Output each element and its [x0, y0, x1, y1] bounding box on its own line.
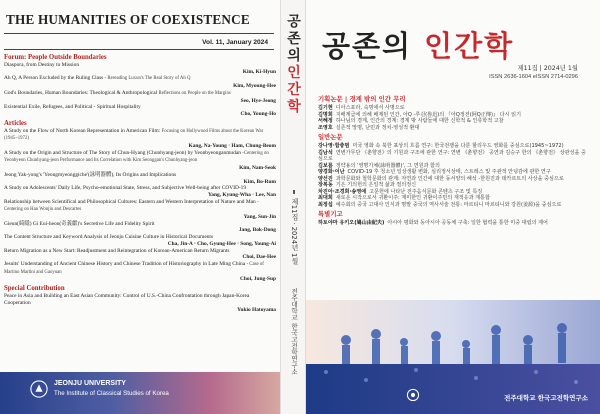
- entry-title: 디아스포라, 숙명에서 사명으로: [335, 105, 405, 111]
- toc-entry: [4, 199, 276, 221]
- spine-title: [281, 14, 307, 116]
- entry-author: 김기현: [318, 105, 333, 111]
- entry-title: Jesuits' Understanding of Ancient Chinese History and Chinese Tradition of Historiography in Late Ming China: [4, 260, 246, 267]
- entry-author: 조영호: [318, 124, 333, 131]
- entry-title: Peace in Asia and Building an East Asian Community: Control of U.S.-China Confrontation through Japan-Korea Cooperation: [4, 293, 250, 306]
- section-heading: Forum: People Outside Boundaries: [4, 54, 107, 61]
- toc-entry: [4, 234, 276, 247]
- entry-author: Kang, Na-Young · Ham, Chung-Beom: [188, 143, 276, 150]
- entry-author: 양선진: [318, 175, 333, 182]
- entry-title: 지배계급에 의해 배제된 인간, 아Q -루쉰(魯迅)의 『아Q정전(阿Q正傳)』 다시 읽기: [335, 111, 521, 118]
- entry-title: Return Migration as a New Start: Readjustment and Reintegration of Korean-American Return Migrants: [4, 247, 230, 254]
- section-heading: Articles: [4, 119, 27, 127]
- entry-author-line: [4, 276, 276, 283]
- entry-title: Ah Q, A Person Excluded by the Ruling Class: [4, 75, 104, 82]
- entry-author-line: [4, 192, 276, 199]
- entry-title: COVID-19 후 청소년 일상생활 변화, 심리정서상태, 스트레스 및 주관적 안녕감에 관한 연구: [347, 169, 551, 175]
- spine-publisher: 전주대학교 한국고전학연구소: [290, 288, 298, 375]
- toc-entry: [4, 90, 276, 104]
- front-issue: 제11집 | 2024년 1월: [517, 65, 578, 72]
- entry-author: Kim, Nam-Seok: [239, 165, 276, 172]
- entry-author: 강나영·함충범: [318, 143, 350, 149]
- entry-title: A Study on Adolescents' Daily Life, Psycho-emotional State, Stress, and Subjective Well-being after COVID-19: [4, 185, 247, 192]
- entry-title: Diaspora, from Destiny to Mission: [4, 62, 80, 68]
- spine-divider: [293, 190, 295, 194]
- entry-subtitle: - Case of Martino Martini and Gaoyuan: [4, 261, 264, 275]
- spine-title-red: 인 간 학: [287, 65, 301, 115]
- entry-author: 하토야마 유키오(鳩山由紀夫): [318, 220, 385, 226]
- entry-subtitle: - Rereading Luxun's The Real Story of Ah Q: [104, 76, 191, 82]
- toc-entry: [4, 75, 276, 89]
- back-table-of-contents: [4, 52, 276, 313]
- entry-author-line: [4, 165, 276, 172]
- entry-author-line: [4, 143, 276, 150]
- back-cover-title: THE HUMANITIES OF COEXISTENCE: [6, 12, 250, 27]
- entry-author: 양경화·이난: [318, 169, 345, 175]
- toc-entry: [318, 125, 590, 132]
- back-footer-band: [0, 372, 280, 414]
- title-rule: [4, 33, 274, 34]
- toc-entry: [4, 221, 276, 234]
- entry-author: 김명희: [318, 111, 333, 118]
- entry-title: 예수회의 중국 고대사 인식과 명말 중국의 역사서술 전통: 마르티니 마르티니와 강원(姜源)을 중심으로: [335, 201, 562, 208]
- front-cover-title: [322, 24, 514, 65]
- entry-author: 최대희: [318, 195, 333, 201]
- institute-logo-icon: [406, 388, 420, 402]
- toc-entry: [318, 202, 590, 209]
- entry-author: Choi, Jung-Sup: [240, 276, 276, 283]
- entry-title: 연변가무단 《춘향전》의 기원과 구조에 관한 연구: 연변 《춘향전》 공연과 김승구 한의 《춘향전》 상관성을 중심으로: [318, 149, 586, 162]
- toc-entry: [4, 293, 276, 313]
- entry-author: Jang, Bok-Dong: [238, 227, 276, 234]
- toc-entry: [4, 261, 276, 283]
- entry-author-line: [4, 254, 276, 261]
- entry-title: Relationship between Scientifical and Philosophical Cultures: Eastern and Western Interpretation of Nature and Man: [4, 198, 256, 205]
- front-table-of-contents: [318, 93, 590, 227]
- toc-entry: [4, 128, 276, 150]
- entry-author: Yukio Hatoyama: [237, 306, 276, 313]
- toc-entry: [4, 104, 276, 117]
- entry-title: The Content Structure and Keyword Analysis of Jeonju Cuisine Culture in Historical Documents: [4, 234, 214, 241]
- entry-author: Kim, Ki-Hyun: [242, 68, 276, 75]
- section-heading: 일반논문: [318, 133, 343, 141]
- entry-author-line: [4, 83, 276, 90]
- spine-volume: 제11집 · 2024년 1월: [290, 198, 298, 265]
- institute-name: The Institute of Classical Studies of Korea: [54, 390, 169, 397]
- entry-title: 새로운 시작으로서 귀환이주: 재미한인 귀환이주민의 재적응과 재통합: [335, 195, 490, 201]
- entry-title: A Study on the Flow of North Korean Representation in American Film:: [4, 127, 161, 134]
- entry-author-line: [4, 111, 276, 118]
- entry-author: 서혜정: [318, 118, 333, 124]
- toc-entry: [318, 220, 590, 227]
- entry-title: 미국 영화 속 북한 표상의 흐름 연구: 한국전쟁을 다룬 할리우드 영화를 중심으로(1945~1972): [352, 143, 564, 149]
- spine: [280, 0, 306, 414]
- toc-entry: [4, 62, 276, 75]
- spine-title-black: 공 존 의: [287, 14, 301, 64]
- entry-author: Cho, Young-Ho: [240, 110, 276, 117]
- entry-title: 실존적 망명, 난민과 정치-영성적 환대: [335, 124, 420, 131]
- front-issn: ISSN 2636-1604 eISSN 2714-0296: [489, 74, 578, 80]
- entry-author: 김남석: [318, 149, 333, 156]
- entry-author: 장복동: [318, 182, 333, 188]
- entry-title: 고문헌에 나타난 전주음식문화 콘텐츠 구조 및 특징: [369, 188, 483, 195]
- entry-author: 최정섭: [318, 201, 333, 208]
- front-title-red: 인간학: [424, 29, 515, 63]
- volume-rule: [4, 49, 274, 50]
- front-cover: [306, 0, 600, 414]
- entry-title: 정약용의 '영명기체(詠明器體)', 그 연원과 함의: [335, 162, 440, 169]
- university-name: JEONJU UNIVERSITY: [54, 380, 126, 387]
- back-cover: [0, 0, 280, 414]
- entry-author: Seo, Hye-Jeong: [240, 97, 276, 104]
- entry-title: A Study on the Origin and Structure of The Story of Chun-Hyang (Chunhyang-jeon) by Yeonbyeonganmudan: [4, 149, 241, 156]
- toc-entry: [318, 150, 590, 163]
- entry-title: 아시아 평화와 동아시아 공동체 구축: 일한 협력을 통한 미중 대립의 제어: [387, 220, 548, 226]
- entry-subtitle: - Centering on Han Wonjin and Descartes: [4, 199, 259, 213]
- entry-title: God's Boundaries, Human Boundaries: Theological & Anthropological: [4, 89, 158, 96]
- entry-author: Choi, Dae-Hee: [242, 254, 276, 261]
- entry-title: 기은 기의헌의 은일적 삶과 절의정신: [335, 182, 417, 188]
- toc-entry: [4, 185, 276, 198]
- entry-subtitle: -Centering on Yeonbyeon Chunhyang-jeon Performance and Its Correlation with Kim Seonggan's Chunhyang-jeon: [4, 150, 269, 164]
- back-volume: Vol. 11, January 2024: [202, 39, 268, 46]
- entry-title: Jeong Yak-yong's 'Yeongmyeonggiche'(詠明器體), Its Origins and Implications: [4, 171, 177, 178]
- university-seal-icon: [30, 380, 48, 398]
- entry-title: 하나님의 경계, 인간의 경계: 경계 밖 사람들에 대한 신학적 & 인류학적 고찰: [335, 118, 504, 124]
- entry-author-line: [4, 214, 276, 221]
- entry-subtitle: Reflections on People on the Margins: [158, 90, 231, 96]
- entry-author-line: [4, 307, 276, 314]
- entry-author-line: [4, 241, 276, 248]
- toc-entry: [4, 150, 276, 172]
- entry-author: Yang, Sun-Jin: [243, 214, 276, 221]
- toc-entry: [4, 248, 276, 261]
- section-heading: 특별기고: [318, 210, 343, 218]
- section-heading: 기획논문 | 경계 밖의 인간 무리: [318, 95, 406, 103]
- front-publisher: 전주대학교 한국고전학연구소: [504, 394, 588, 402]
- entry-author: Kim, Bo-Rum: [243, 178, 276, 185]
- entry-author-line: [4, 69, 276, 76]
- entry-title: Existential Exile, Refugees, and Political - Spiritual Hospitality: [4, 104, 141, 111]
- front-title-black: 공존의: [322, 29, 413, 63]
- entry-author: 차진아·조경희·송영애: [318, 188, 367, 195]
- entry-subtitle: Focusing on Hollywood Films about the Korean War (1945~1972): [4, 128, 264, 142]
- toc-entry: [4, 172, 276, 185]
- entry-author: Kim, Myoung-Hee: [233, 83, 276, 90]
- entry-title: 과학문화와 철학문화의 관계: 자연과 인간에 대한 동서양의 해석 -한원진과 데카르트의 사상을 중심으로: [335, 175, 564, 182]
- entry-author: Cha, Jin-A · Cho, Gyung-Hee · Song, Young-Ai: [167, 240, 276, 247]
- entry-author: Yang, Kyung-Wha · Lee, Nan: [208, 191, 276, 198]
- section-heading: Special Contribution: [4, 285, 65, 293]
- entry-author: 김보름: [318, 162, 333, 169]
- entry-title: Gieun(綺隱) Gi Eui-heon(奇義獻)'s Secretive Life and Fidelity Spirit: [4, 220, 155, 227]
